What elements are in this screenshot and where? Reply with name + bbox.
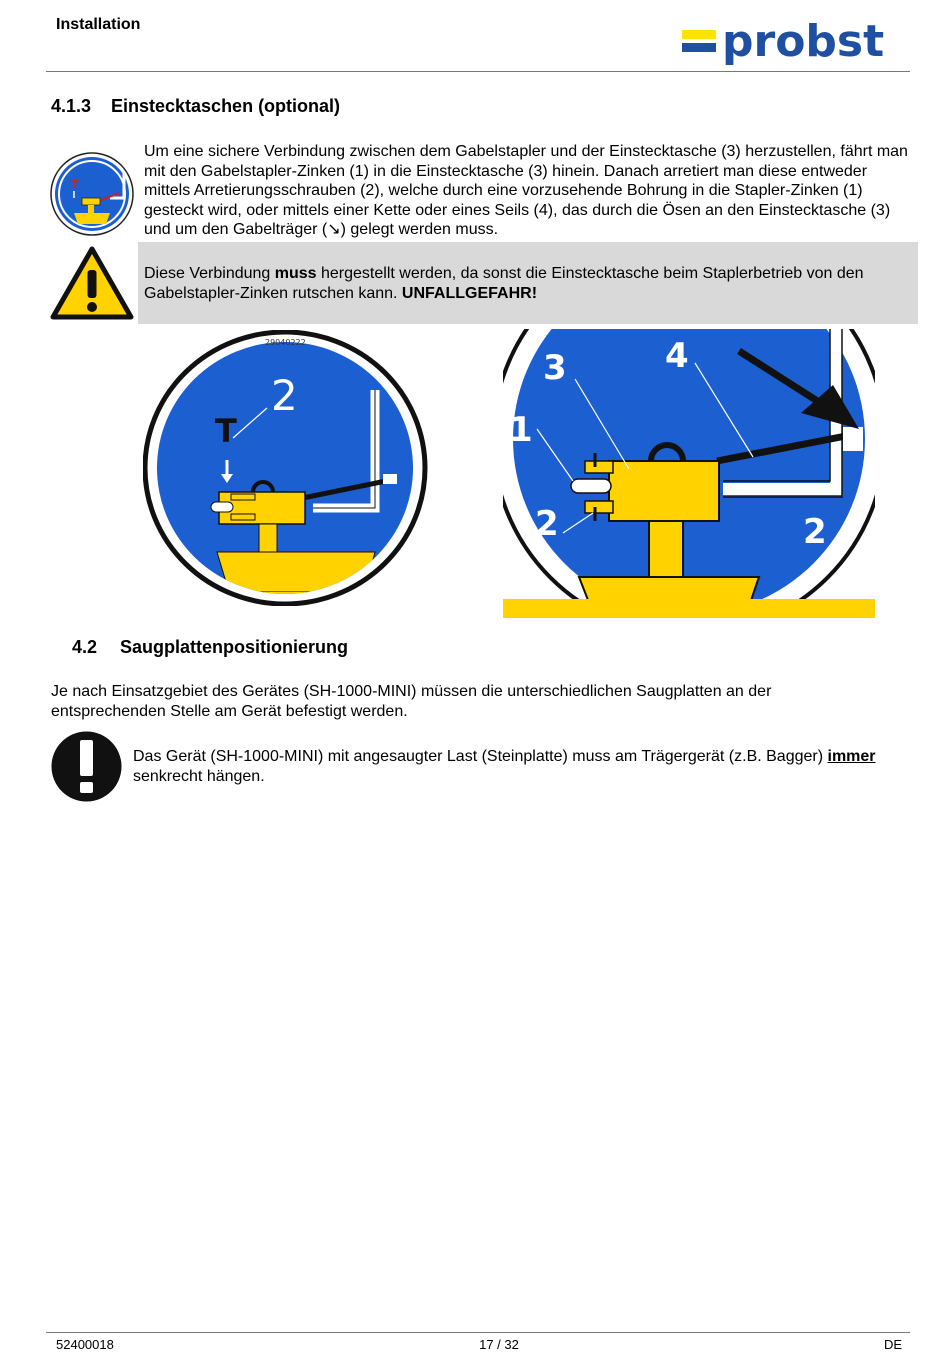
section-title: Einstecktaschen (optional) <box>111 96 341 116</box>
forklift-pocket-pictogram-icon <box>50 152 134 236</box>
pocket-lock-figure-overview <box>143 330 428 606</box>
warning-triangle-icon <box>50 246 134 320</box>
svg-text:T: T <box>71 178 79 191</box>
footer-divider <box>46 1332 910 1333</box>
section-heading-4-1-3 <box>51 96 340 117</box>
figure-callout-1: 1 <box>509 410 533 450</box>
figure-id-label: 29040222 <box>265 338 306 347</box>
pocket-lock-figure-detail <box>503 329 875 618</box>
warning-text: Diese Verbindung muss hergestellt werden, da sonst die Einstecktasche beim Staplerbetrieb von den Gabelstapler-Zinken rutschen kann. UNFALLGEFAHR! <box>144 265 864 302</box>
footer-page-number: 17 / 32 <box>479 1337 519 1352</box>
figure-callout-2: 2 <box>271 371 298 420</box>
section-title: Saugplattenpositionierung <box>120 637 348 657</box>
section-body: Je nach Einsatzgebiet des Gerätes (SH-1000-MINI) müssen die unterschiedlichen Saugplatten an der entsprechenden Stelle am Gerät befestigt werden. <box>51 683 772 720</box>
section-number: 4.2 <box>72 637 98 657</box>
figure-callout-2b: 2 <box>803 512 827 552</box>
section-number: 4.1.3 <box>51 96 92 116</box>
svg-text:T: T <box>215 412 237 450</box>
header-section-title: Installation <box>56 16 141 33</box>
header-divider <box>46 71 910 72</box>
figure-callout-2a: 2 <box>535 504 559 544</box>
section-heading-4-2 <box>72 637 348 658</box>
footer-language: DE <box>884 1337 903 1352</box>
footer-doc-number: 52400018 <box>56 1337 114 1352</box>
figure-callout-3: 3 <box>543 348 567 388</box>
section-body: Um eine sichere Verbindung zwischen dem Gabelstapler und der Einstecktasche (3) herzustellen, fährt man mit den Gabelstapler-Zinken (1) in die Einstecktasche (3) hinein. Danach arretiert man diese entweder mittels Arretierungsschrauben (2), welche durch eine vorzusehende Bohrung in die Stapler-Zinken (1) gesteckt wird, oder mittels einer Kette oder eines Seils (4), das durch die Ösen an den Einstecktasche (3) und um den Gabelträger (↘) gelegt werden muss. <box>144 143 908 238</box>
figure-callout-4: 4 <box>665 336 689 376</box>
probst-logo <box>680 20 905 68</box>
logo-text: probst <box>722 20 885 67</box>
mandatory-exclamation-icon <box>51 731 122 802</box>
mandatory-note: Das Gerät (SH-1000-MINI) mit angesaugter Last (Steinplatte) muss am Trägergerät (z.B. Bagger) immer senkrecht hängen. <box>133 748 876 785</box>
